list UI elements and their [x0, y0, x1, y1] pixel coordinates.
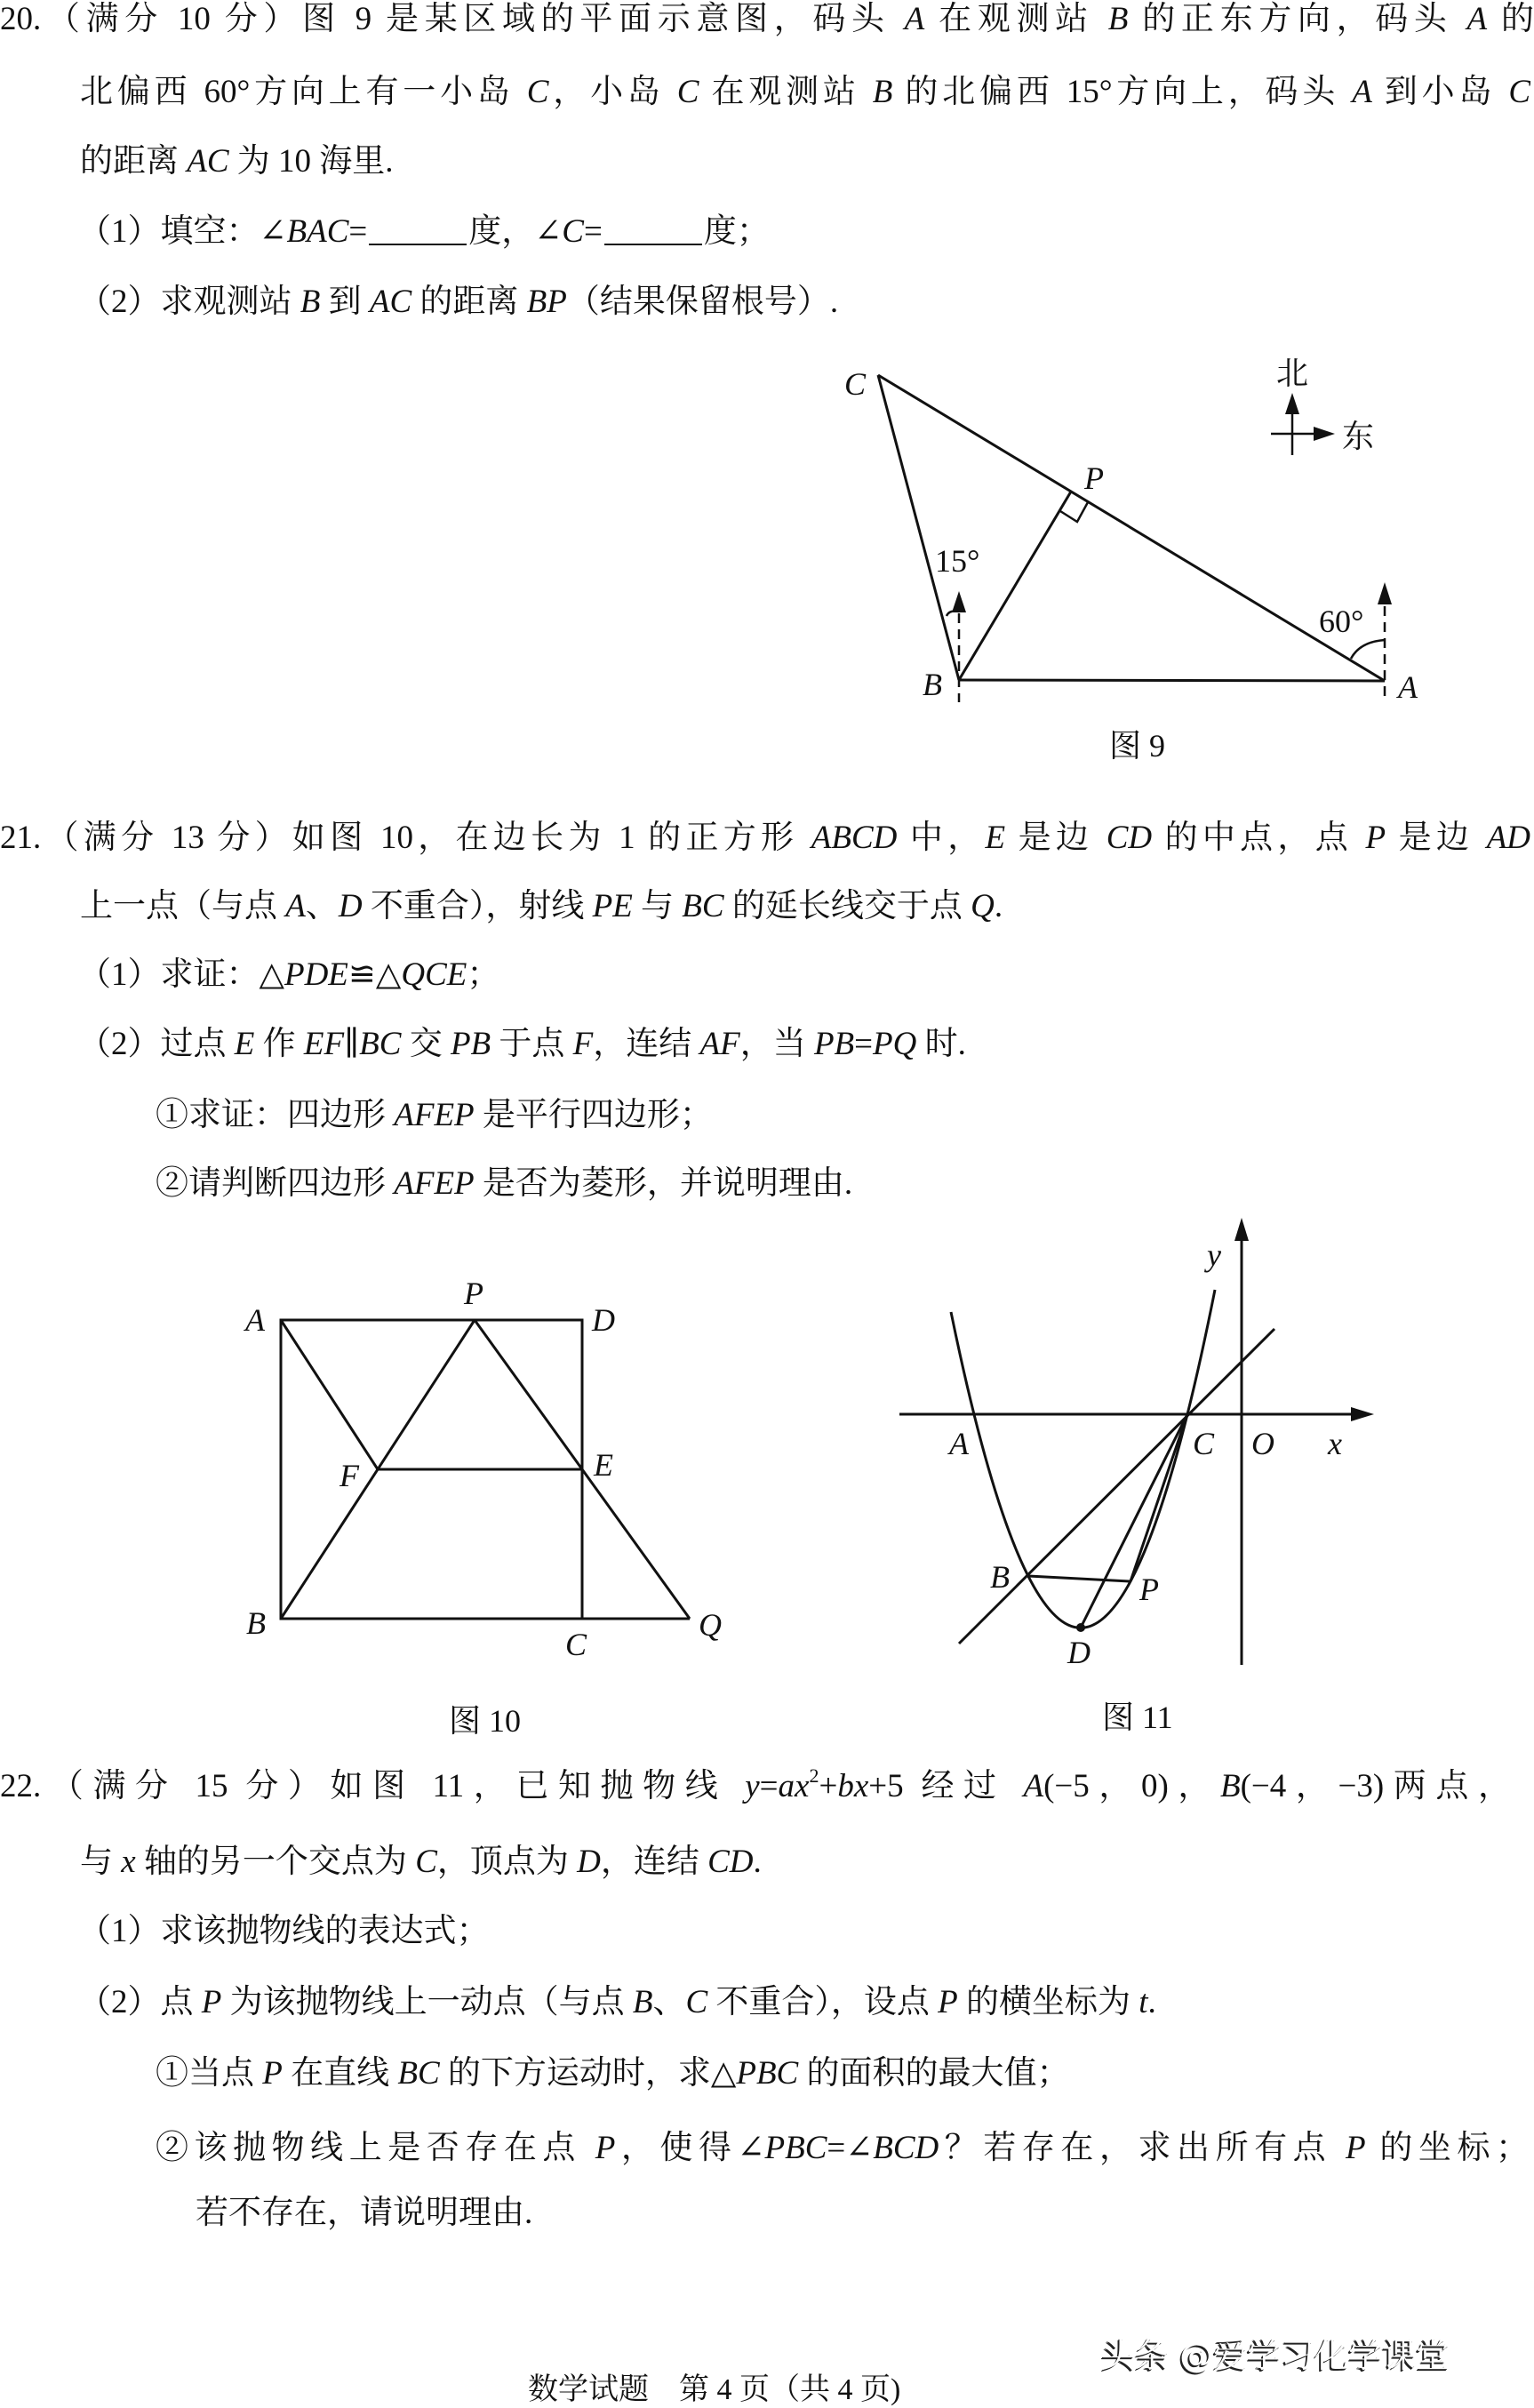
- math-symbol: E: [985, 820, 1006, 856]
- math-symbol: PBC: [764, 2130, 827, 2166]
- text-segment: ②该抛物线上是否存在点: [156, 2130, 595, 2166]
- q20-part-2: [78, 267, 838, 338]
- fig11-label-a: A: [949, 1426, 969, 1461]
- q21-part-2-2: [156, 1148, 852, 1220]
- fig11-label-d: D: [1067, 1635, 1091, 1670]
- text-segment: .: [1147, 1984, 1156, 2020]
- text-segment: 在观测站: [699, 74, 873, 110]
- math-symbol: P: [938, 1984, 958, 2020]
- text-segment: =: [759, 1768, 779, 1804]
- text-segment: ①求证：四边形: [156, 1097, 395, 1133]
- text-segment: 的横坐标为: [957, 1984, 1139, 2020]
- text-segment: ，连结: [600, 1844, 708, 1880]
- text-segment: 的距离: [80, 143, 188, 180]
- text-segment: （2）过点: [78, 1026, 235, 1062]
- north-arrow-a-icon: [1378, 582, 1392, 604]
- text-segment: 是边: [1005, 820, 1107, 856]
- text-segment: ；: [467, 956, 500, 993]
- text-segment: （2）求观测站: [78, 284, 300, 320]
- fig10-label-b: B: [246, 1605, 266, 1641]
- math-symbol: P: [595, 2130, 616, 2166]
- q21-part-2-1: [156, 1080, 713, 1151]
- math-symbol: C: [1508, 74, 1530, 110]
- math-symbol: C: [676, 74, 699, 110]
- q22-line-2: [80, 1827, 762, 1898]
- q21-part-2: [78, 1009, 966, 1080]
- text-segment: 是否为菱形，并说明理由.: [474, 1165, 853, 1202]
- math-symbol: BAC: [286, 213, 349, 250]
- fig10-caption: 图 10: [449, 1703, 522, 1739]
- fig10-label-d: D: [592, 1302, 615, 1338]
- fig9-label-c: C: [844, 366, 867, 402]
- text-segment: 的坐标；: [1365, 2130, 1529, 2166]
- text-segment: （1）求该抛物线的表达式；: [78, 1913, 490, 1949]
- text-segment: .: [753, 1844, 762, 1880]
- math-symbol: B: [632, 1984, 653, 2020]
- text-segment: 的: [1487, 1, 1534, 37]
- text-segment: 在直线: [282, 2055, 398, 2092]
- text-segment: 20.（满分 10 分）图 9 是某区域的平面示意图，码头: [0, 1, 905, 37]
- text-segment: （结果保留根号）.: [566, 284, 839, 320]
- math-symbol: AFEP: [394, 1165, 475, 1202]
- text-segment: =∠: [827, 2130, 874, 2166]
- text-segment: =: [583, 213, 603, 250]
- math-symbol: ax: [778, 1768, 810, 1804]
- text-segment: (−5，0)，: [1043, 1768, 1220, 1804]
- compass-east-label: 东: [1342, 419, 1375, 454]
- text-segment: 若不存在，请说明理由.: [196, 2195, 533, 2231]
- text-segment: 轴的另一个交点为: [135, 1844, 416, 1880]
- math-symbol: A: [1466, 1, 1488, 37]
- text-segment: 作: [254, 1026, 304, 1062]
- q20-part-1: [78, 196, 770, 268]
- page-footer: 数学试题 第 4 页（共 4 页): [528, 2373, 901, 2406]
- q21-line-2: [80, 871, 1003, 942]
- math-symbol: AF: [699, 1026, 740, 1062]
- math-symbol: PB: [813, 1026, 855, 1062]
- math-symbol: AFEP: [394, 1097, 475, 1133]
- fig10-label-c: C: [565, 1627, 587, 1662]
- q20-line-3: [80, 126, 394, 197]
- fig10-label-q: Q: [699, 1607, 722, 1643]
- text-segment: =: [854, 1026, 874, 1062]
- math-symbol: x: [121, 1844, 136, 1880]
- fig10-label-e: E: [594, 1447, 613, 1483]
- fig11-label-b: B: [990, 1559, 1010, 1595]
- math-symbol: AC: [187, 143, 229, 180]
- text-segment: ②请判断四边形: [156, 1165, 395, 1202]
- text-segment: 的正东方向，码头: [1128, 1, 1467, 37]
- text-segment: 的距离: [411, 284, 527, 320]
- fig10-label-a: A: [245, 1302, 265, 1338]
- math-symbol: P: [1345, 2130, 1366, 2166]
- math-symbol: BC: [682, 888, 724, 924]
- math-symbol: B: [300, 284, 321, 320]
- text-segment: 到小岛: [1371, 74, 1509, 110]
- q22-part-1: [78, 1896, 490, 1967]
- y-axis-arrow-icon: [1234, 1218, 1249, 1241]
- text-segment: ？若存在，求出所有点: [939, 2130, 1346, 2166]
- text-segment: 22.（满分 15 分）如图 11，已知抛物线: [0, 1768, 746, 1804]
- text-segment: 的下方运动时，求△: [439, 2055, 737, 2092]
- text-segment: ，连结: [593, 1026, 700, 1062]
- x-axis-arrow-icon: [1351, 1407, 1374, 1421]
- north-arrow-b-icon: [952, 591, 966, 612]
- fig9-angle-15: 15°: [935, 543, 980, 579]
- math-symbol: E: [234, 1026, 255, 1062]
- fig10-label-f: F: [340, 1458, 359, 1493]
- text-segment: 北偏西 60°方向上有一小岛: [80, 74, 527, 110]
- text-segment: （1）求证：△: [78, 956, 284, 993]
- math-symbol: B: [872, 74, 893, 110]
- text-segment: 到: [320, 284, 370, 320]
- q22-part-2-1: [156, 2038, 1070, 2109]
- text-segment: 是边: [1386, 820, 1487, 856]
- vertex-d-dot: [1076, 1623, 1085, 1632]
- math-symbol: PB: [450, 1026, 491, 1062]
- text-segment: .: [994, 888, 1003, 924]
- text-segment: 与: [80, 1844, 122, 1880]
- fig11-label-o: O: [1251, 1426, 1274, 1461]
- math-symbol: P: [1365, 820, 1386, 856]
- q22-line-1: [0, 1751, 1511, 1822]
- fig11-label-y: y: [1207, 1237, 1221, 1273]
- math-symbol: D: [577, 1844, 601, 1880]
- fig11-label-c: C: [1193, 1426, 1215, 1461]
- text-segment: （1）填空：∠: [78, 213, 287, 250]
- q20-line-2: [80, 57, 1530, 128]
- text-segment: 中，: [897, 820, 986, 856]
- text-segment: 度，∠: [468, 213, 563, 250]
- text-segment: 为 10 海里.: [228, 143, 394, 180]
- q22-part-2: [78, 1967, 1156, 2038]
- math-symbol: CD: [1106, 820, 1153, 856]
- text-segment: 、: [652, 1984, 686, 2020]
- text-segment: 是平行四边形；: [474, 1097, 713, 1133]
- text-segment: ，小岛: [548, 74, 677, 110]
- text-segment: 、: [305, 888, 339, 924]
- math-symbol: C: [562, 213, 584, 250]
- math-symbol: A: [1352, 74, 1372, 110]
- watermark: 头条 @爱学习化学课堂: [1101, 2336, 1450, 2375]
- text-segment: (−4，−3)两点，: [1240, 1768, 1511, 1804]
- text-segment: 的延长线交于点: [723, 888, 971, 924]
- q20-line-1: [0, 0, 1534, 55]
- text-segment: 交: [401, 1026, 451, 1062]
- fig9-label-b: B: [923, 667, 942, 702]
- math-symbol: P: [201, 1984, 222, 2020]
- text-segment: ，使得∠: [615, 2130, 765, 2166]
- text-segment: 的面积的最大值；: [798, 2055, 1070, 2092]
- text-segment: ∥: [344, 1026, 360, 1062]
- text-segment: ，顶点为: [436, 1844, 578, 1880]
- math-symbol: PQ: [873, 1026, 917, 1062]
- math-symbol: AD: [1486, 820, 1530, 856]
- q22-part-2-2: [156, 2113, 1529, 2184]
- fig11-label-p: P: [1139, 1572, 1159, 1607]
- math-symbol: EF: [303, 1026, 345, 1062]
- math-symbol: P: [262, 2055, 283, 2092]
- math-symbol: QCE: [401, 956, 467, 993]
- math-symbol: A: [1023, 1768, 1044, 1804]
- math-symbol: A: [285, 888, 306, 924]
- compass-north-label: 北: [1276, 356, 1309, 391]
- q22-part-2-2-cont: [196, 2178, 532, 2249]
- text-segment: 在观测站: [924, 1, 1108, 37]
- fig10-label-p: P: [464, 1276, 483, 1311]
- text-segment: 21.（满分 13 分）如图 10，在边长为 1 的正方形: [0, 820, 811, 856]
- math-symbol: Q: [971, 888, 995, 924]
- text-segment: ，当: [739, 1026, 814, 1062]
- text-segment: 为该抛物线上一动点（与点: [221, 1984, 633, 2020]
- text-segment: 的中点，点: [1152, 820, 1366, 856]
- text-segment: 的北偏西 15°方向上，码头: [892, 74, 1353, 110]
- math-symbol: CD: [707, 1844, 754, 1880]
- superscript: 2: [809, 1764, 819, 1787]
- q21-part-1: [78, 940, 499, 1011]
- math-symbol: C: [526, 74, 549, 110]
- compass-east-arrow-icon: [1314, 427, 1335, 441]
- math-symbol: BCD: [873, 2130, 939, 2166]
- fig9-angle-60: 60°: [1319, 604, 1364, 639]
- math-symbol: PBC: [736, 2055, 799, 2092]
- fig9-label-p: P: [1084, 460, 1104, 496]
- math-symbol: BP: [526, 284, 567, 320]
- text-segment: +5 经过: [868, 1768, 1024, 1804]
- math-symbol: A: [904, 1, 925, 37]
- text-segment: 不重合），射线: [362, 888, 593, 924]
- fig11-caption: 图 11: [1102, 1700, 1173, 1735]
- text-segment: ≌△: [348, 956, 402, 993]
- fill-in-blank[interactable]: [369, 217, 467, 245]
- text-segment: =: [348, 213, 368, 250]
- math-symbol: B: [1220, 1768, 1241, 1804]
- math-symbol: C: [685, 1984, 708, 2020]
- text-segment: +: [819, 1768, 838, 1804]
- text-segment: 度；: [703, 213, 770, 250]
- text-segment: 上一点（与点: [80, 888, 286, 924]
- math-symbol: BC: [397, 2055, 440, 2092]
- math-symbol: PDE: [284, 956, 348, 993]
- fill-in-blank[interactable]: [604, 217, 702, 245]
- math-symbol: B: [1107, 1, 1129, 37]
- math-symbol: D: [338, 888, 363, 924]
- math-symbol: y: [745, 1768, 760, 1804]
- math-symbol: C: [415, 1844, 437, 1880]
- math-symbol: F: [572, 1026, 594, 1062]
- math-symbol: AC: [369, 284, 412, 320]
- text-segment: （2）点: [78, 1984, 202, 2020]
- math-symbol: ABCD: [811, 820, 898, 856]
- text-segment: 不重合），设点: [707, 1984, 939, 2020]
- text-segment: 与: [632, 888, 683, 924]
- math-symbol: bx: [837, 1768, 869, 1804]
- math-symbol: BC: [359, 1026, 402, 1062]
- fig11-label-x: x: [1328, 1426, 1342, 1461]
- compass-north-arrow-icon: [1285, 393, 1299, 414]
- text-segment: 时.: [916, 1026, 966, 1062]
- fig9-caption: 图 9: [1109, 728, 1166, 764]
- q21-line-1: [0, 803, 1530, 874]
- fig9-label-a: A: [1398, 669, 1418, 705]
- text-segment: ①当点: [156, 2055, 263, 2092]
- math-symbol: t: [1139, 1984, 1148, 2020]
- math-symbol: PE: [592, 888, 633, 924]
- text-segment: 于点: [491, 1026, 573, 1062]
